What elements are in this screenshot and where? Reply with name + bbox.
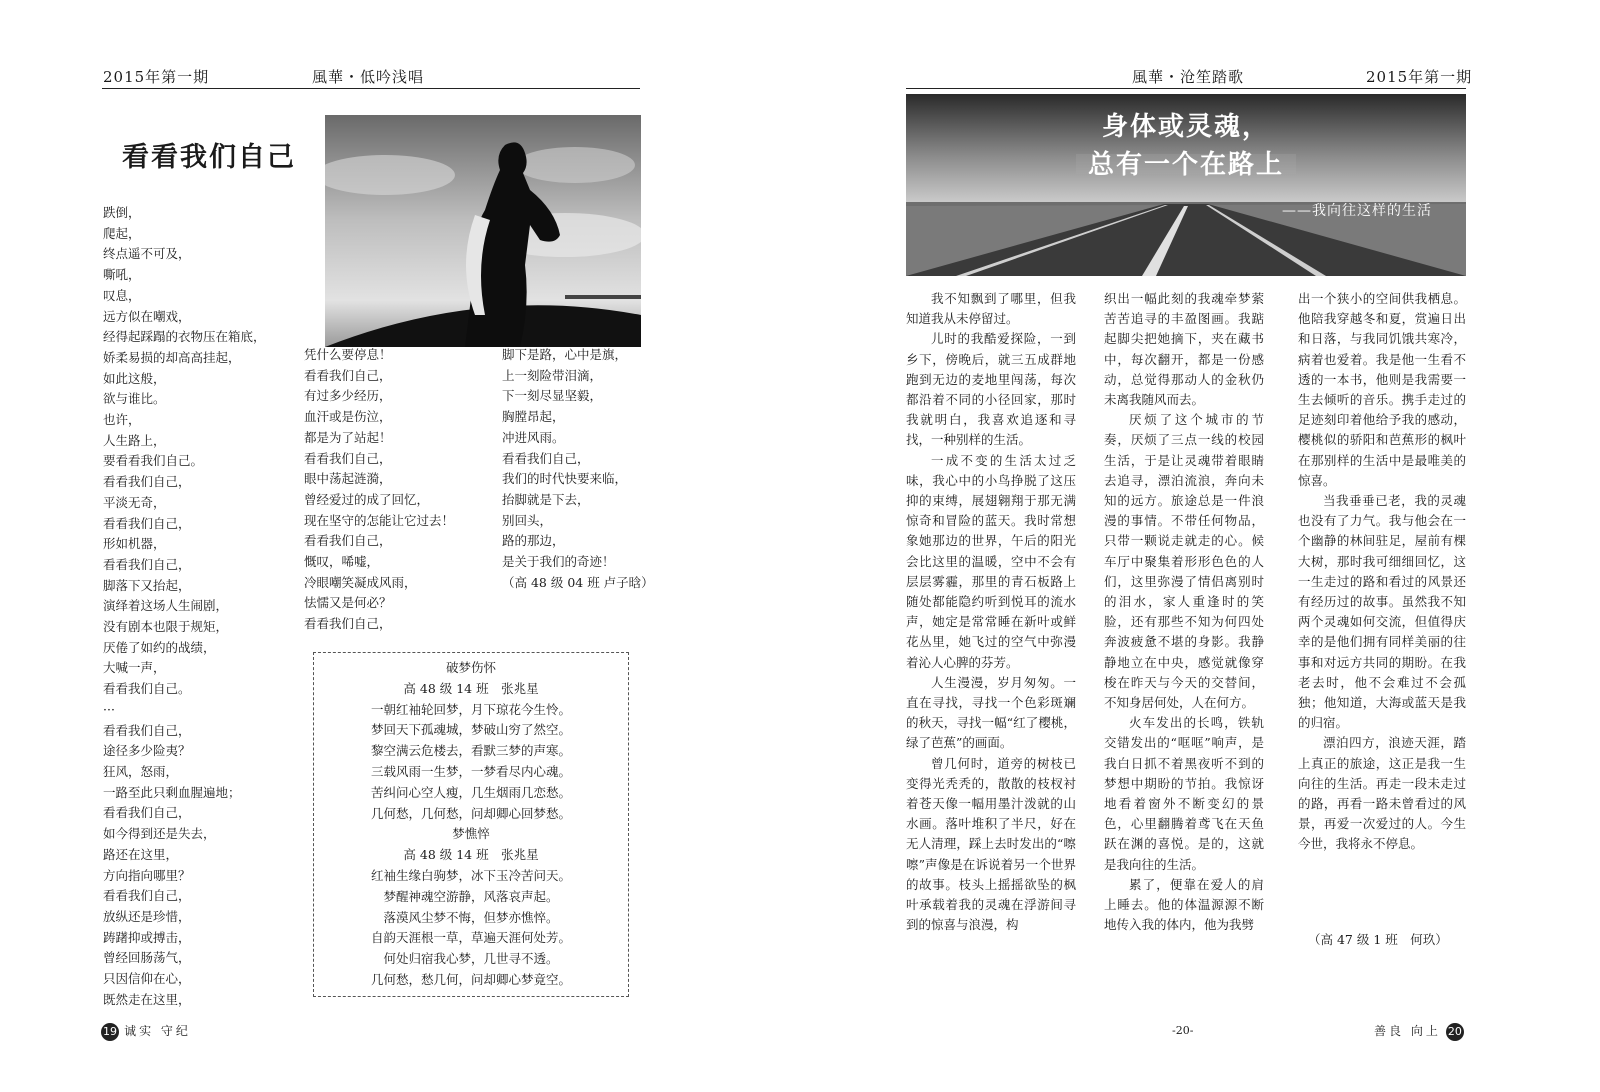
poem-box-line: 落漠风尘梦不悔，但梦亦憔悴。 xyxy=(383,909,559,925)
article-column-1 xyxy=(906,289,1076,936)
page-number: 20 xyxy=(1446,1023,1464,1041)
header-rule xyxy=(906,88,1466,89)
poem-box-line: 梦回天下孤魂城，梦破山穷了然空。 xyxy=(370,722,571,738)
article-paragraph: 漂泊四方，浪迹天涯，踏上真正的旅途，这正是我一生向往的生活。再走一段未走过的路，再看一路未曾看过的风景，再爱一次爱过的人。今生今世，我将永不停息。 xyxy=(1298,735,1466,852)
poem-box-line: 三载风雨一生梦，一梦看尽内心魂。 xyxy=(370,763,571,779)
poem-column-2: 凭什么要停息！ 看看我们自己， 有过多少经历， 血汗或是伤泣， 都是为了站起！ 看看我们自己， 眼中荡起涟漪， 曾经爱过的成了回忆， 现在坚守的怎能让它过去！ 看看我们自己， 慨叹，唏嘘， 冷眼嘲笑凝成风雨， 怯懦又是何必？ 看看我们自己， xyxy=(304,347,455,632)
column-title: 風華・沧笙踏歌 xyxy=(1132,68,1245,86)
poem-box-line: 破梦伤怀 xyxy=(445,660,496,675)
page-number: 19 xyxy=(101,1023,119,1041)
center-page-number: -20- xyxy=(1172,1024,1194,1037)
road-banner xyxy=(906,94,1466,276)
article-paragraph: 我不知飘到了哪里，但我知道我从未停留过。 xyxy=(906,291,1076,327)
article-paragraph: 厌烦了这个城市的节奏，厌烦了三点一线的校园生活，于是让灵魂带着眼睛去追寻，漂泊流浪，奔向未知的远方。旅途总是一件浪漫的事情。不带任何物品，只带一颗说走就走的心。候车厅中聚集着形形色色的人们，这里弥漫了情侣离别时的泪水，家人重逢时的笑脸，还有那些不知为何四处奔波疲惫不堪的身影。我静静地立在中央，感觉就像穿梭在昨天与今天的交替间，不知身居何处，人在何方。 xyxy=(1104,412,1264,711)
article-paragraph: 人生漫漫，岁月匆匆。一直在寻找，寻找一个色彩斑斓的秋天，寻找一幅“红了樱桃，绿了芭蕉”的画面。 xyxy=(906,674,1076,751)
poem-box-lines xyxy=(314,653,628,991)
footer-motto: 善良 向上 xyxy=(1374,1024,1441,1038)
article-paragraph: 曾几何时，道旁的树枝已变得光秃秃的，散散的枝杈衬着苍天像一幅用墨汁泼就的山水画。落叶堆积了半尺，好在无人清理，踩上去时发出的“嚓嚓”声像是在诉说着另一个世界的故事。枝头上摇摇欲坠的枫叶承载着我的灵魂在浮游间寻到的惊喜与浪漫，构 xyxy=(906,755,1076,933)
poem-box-line: 梦憔悴 xyxy=(452,826,490,842)
page-title: 看看我们自己 xyxy=(122,142,296,173)
header-rule xyxy=(102,88,640,89)
article-paragraph: 火车发出的长鸣，铁轨交错发出的“哐哐”响声，是我白日抓不着黑夜听不到的梦想中期盼的节拍。我惊讶地看着窗外不断变幻的景色，心里翻腾着鸢飞在天鱼跃在渊的喜悦。是的，这就是我向往的生活。 xyxy=(1104,715,1264,872)
footer-motto: 诚实 守纪 xyxy=(124,1024,191,1038)
poem-box-line: 高 48 级 14 班 张兆星 xyxy=(403,847,539,863)
article-paragraph: 当我垂垂已老，我的灵魂也没有了力气。我与他会在一个幽静的林间驻足，屋前有棵大树，那时我可细细回忆，这一生走过的路和看过的风景还有经历过的故事。虽然我不知两个灵魂如何交流，但值得庆幸的是他们拥有同样美丽的往事和对远方共同的期盼。在我老去时，他不会难过不会孤独；他知道，大海或蓝天是我的归宿。 xyxy=(1298,493,1466,731)
article-paragraph: 出一个狭小的空间供我栖息。他陪我穿越冬和夏，赏遍日出和日落，与我同饥饿共寒冷，病着也爱着。我是他一生看不透的一本书，他则是我需要一生去倾听的音乐。携手走过的足迹刻印着他给予我的感动，樱桃似的骄阳和芭蕉形的枫叶在那别样的生活中是最唯美的惊喜。 xyxy=(1298,291,1466,488)
poem-box-line: 一朝红袖轮回梦，月下琼花今生怜。 xyxy=(370,701,571,717)
poem-box-line: 黎空满云危楼去，看默三梦的声寒。 xyxy=(370,743,571,759)
poem-box-line: 何处归宿我心梦，几世寻不透。 xyxy=(383,951,559,967)
poem-column-3: 脚下是路，心中是旗， 上一刻险带泪滴， 下一刻尽显坚毅， 胸膛昂起， 冲进风雨。 看看我们自己， 我们的时代快要来临， 抬脚就是下去， 别回头， 路的那边， 是关于我们的奇迹！ （高 48 级 04 班 卢子晗） xyxy=(502,347,654,590)
poem-box xyxy=(313,652,629,997)
runner-photo xyxy=(325,115,641,347)
banner-title xyxy=(906,108,1466,184)
issue-label: 2015年第一期 xyxy=(1366,68,1473,86)
article-paragraph: 一成不变的生活太过乏味，我心中的小鸟挣脱了这压抑的束缚，展翅翱翔于那无满惊奇和冒险的蓝天。我时常想象她那边的世界，午后的阳光会比这里的温暖，空中不会有层层雾霾，那里的青石板路上随处都能隐约听到悦耳的流水声，她定是常常睡在新叶或鲜花丛里，她飞过的空气中弥漫着沁人心脾的芬芳。 xyxy=(906,452,1076,670)
poem-box-line: 高 48 级 14 班 张兆星 xyxy=(403,680,539,696)
poem-box-line: 红袖生缘白驹梦，冰下玉冷苦问天。 xyxy=(370,867,571,883)
poem-box-line: 自韵天涯根一草，草遍天涯何处芳。 xyxy=(370,930,571,946)
poem-box-line: 几何愁，几何愁，问却卿心回梦愁。 xyxy=(370,805,571,821)
right-footer xyxy=(1374,1020,1464,1041)
article-paragraph: 织出一幅此刻的我魂牵梦萦苦苦追寻的丰盈图画。我踮起脚尖把她摘下，夹在藏书中，每次翻开，都是一份感动，总觉得那动人的金秋仍未离我随风而去。 xyxy=(1104,291,1264,408)
right-page xyxy=(800,0,1600,1092)
article-paragraph: 累了，便靠在爱人的肩上睡去。他的体温源源不断地传入我的体内，他为我劈 xyxy=(1104,876,1264,933)
poem-column-1: 跌倒， 爬起， 终点遥不可及， 嘶吼， 叹息， 远方似在嘲戏， 经得起踩蹋的衣物压在箱底， 娇柔易损的却高高挂起， 如此这般， 欲与谁比。 也许， 人生路上， 要看看我们自己。 看看我们自己， 平淡无奇， 看看我们自己， 形如机器， 看看我们自己， 脚落下又抬起， 演绎着这场人生闹剧， 没有剧本也限于规矩， 厌倦了如约的战绩， 大喊一声， 看看我们自己。 ··· 看看我们自己， 途径多少险夷？ 狂风，怒雨， 一路至此只剩血腥遍地； 看看我们自己， 如今得到还是失去， 路还在这里， 方向指向哪里？ 看看我们自己， 放纵还是珍惜， 踌躇抑或搏击， 曾经回肠荡气， 只因信仰在心， 既然走在这里， xyxy=(103,205,266,1007)
poem-box-line: 梦醒神魂空游静，风落哀声起。 xyxy=(383,888,559,904)
author-signature: （高 47 级 1 班 何玖） xyxy=(1308,932,1448,947)
issue-label: 2015年第一期 xyxy=(103,68,210,86)
runner-silhouette-image xyxy=(325,115,641,347)
column-title: 風華・低吟浅唱 xyxy=(312,68,425,86)
banner-title-line2: 总有一个在路上 xyxy=(1087,150,1284,180)
article-paragraph: 儿时的我酷爱探险，一到乡下，傍晚后，就三五成群地跑到无边的麦地里闯荡，每次都沿着不同的小径回家，那时我就明白，我喜欢追逐和寻找，一种别样的生活。 xyxy=(906,331,1076,448)
article-column-2 xyxy=(1104,289,1264,936)
left-footer xyxy=(101,1020,191,1041)
banner-title-line1: 身体或灵魂， xyxy=(1101,112,1270,142)
banner-subtitle: ——我向往这样的生活 xyxy=(1282,203,1432,219)
poem-box-line: 几何愁，愁几何，问却卿心梦竟空。 xyxy=(370,971,571,987)
article-column-3 xyxy=(1298,289,1466,855)
poem-box-line: 苦纠问心空人瘦，几生烟雨几恋愁。 xyxy=(370,784,571,800)
